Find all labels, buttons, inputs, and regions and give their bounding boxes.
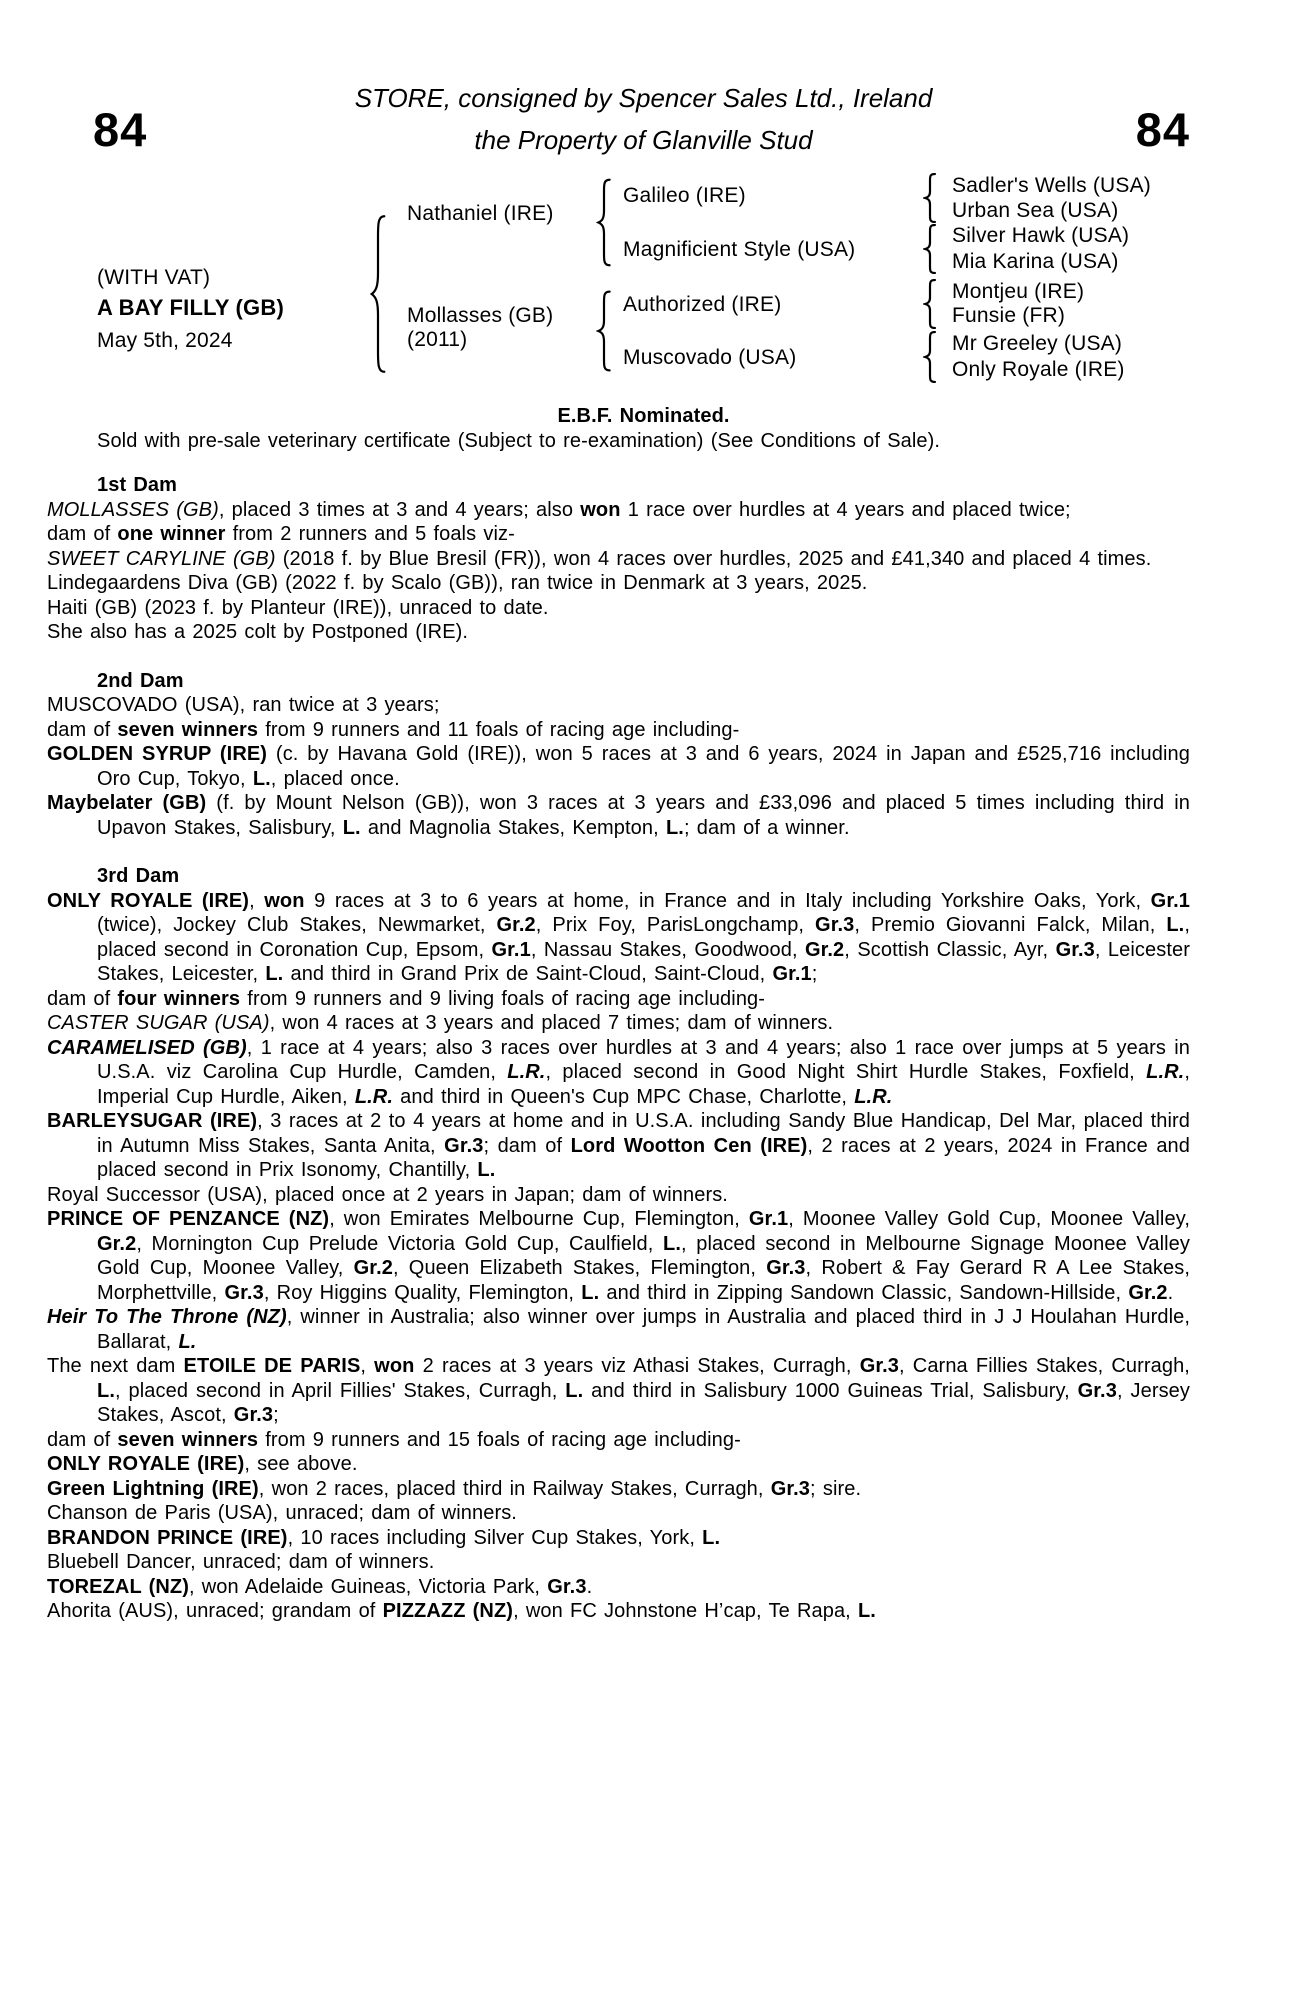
section-head-1st-dam: 1st Dam	[97, 474, 178, 496]
pedigree-text-paragraph: Lindegaardens Diva (GB) (2022 f. by Scalo (GB)), ran twice in Denmark at 3 years, 2025.	[47, 572, 868, 594]
pedigree-text-paragraph: TOREZAL (NZ), won Adelaide Guineas, Victoria Park, Gr.3.	[47, 1575, 593, 1598]
ebf-nominated-note: E.B.F. Nominated.	[557, 405, 730, 427]
pedigree-text-paragraph: GOLDEN SYRUP (IRE) (c. by Havana Gold (IRE)), won 5 races at 3 and 6 years, 2024 in Japan and £525,716 including Oro Cup, Tokyo, L., placed once.	[47, 743, 1190, 790]
pedigree-text-paragraph: Royal Successor (USA), placed once at 2 years in Japan; dam of winners.	[47, 1183, 728, 1206]
dam-name: Mollasses (GB)	[407, 304, 554, 327]
great-grandparent-name: Mia Karina (USA)	[952, 250, 1119, 273]
great-grandparent-name: Funsie (FR)	[952, 304, 1066, 327]
pedigree-text-paragraph: SWEET CARYLINE (GB) (2018 f. by Blue Bresil (FR)), won 4 races over hurdles, 2025 and £41,340 and placed 4 times.	[47, 547, 1152, 570]
dam-foaling-year: (2011)	[407, 328, 468, 351]
pedigree-text-paragraph: The next dam ETOILE DE PARIS, won 2 races at 3 years viz Athasi Stakes, Curragh, Gr.3, Carna Fillies Stakes, Curragh, L., placed second in April Fillies' Stakes, Curragh, L. and third in Salisbury 1000 Guineas Trial, Salisbury, Gr.3, Jersey Stakes, Ascot, Gr.3;	[47, 1355, 1191, 1426]
pedigree-text-paragraph: PRINCE OF PENZANCE (NZ), won Emirates Melbourne Cup, Flemington, Gr.1, Moonee Valley Gold Cup, Moonee Valley, Gr.2, Mornington Cup Prelude Victoria Gold Cup, Caulfield, L., placed second in Melbourne Signage Moonee Valley Gold Cup, Moonee Valley, Gr.2, Queen Elizabeth Stakes, Flemington, Gr.3, Robert & Fay Gerard R A Lee Stakes, Morphettville, Gr.3, Roy Higgins Quality, Flemington, L. and third in Zipping Sandown Classic, Sandown-Hillside, Gr.2.	[47, 1208, 1191, 1304]
pedigree-brace-pair	[923, 173, 937, 223]
granddam-name: Magnificient Style (USA)	[623, 238, 856, 261]
lot-number-left: 84	[93, 103, 148, 156]
great-grandparent-name: Mr Greeley (USA)	[952, 332, 1123, 355]
lot-number-right: 84	[1135, 103, 1190, 156]
pedigree-text-paragraph: CASTER SUGAR (USA), won 4 races at 3 years and placed 7 times; dam of winners.	[47, 1012, 834, 1034]
great-grandparent-name: Only Royale (IRE)	[952, 358, 1125, 381]
pedigree-brace-pair	[923, 279, 937, 329]
pedigree-text-paragraph: CARAMELISED (GB), 1 race at 4 years; also 3 races over hurdles at 3 and 4 years; also 1 race over jumps at 5 years in U.S.A. viz Carolina Cup Hurdle, Camden, L.R., placed second in Good Night Shirt Hurdle Stakes, Foxfield, L.R., Imperial Cup Hurdle, Aiken, L.R. and third in Queen's Cup MPC Chase, Charlotte, L.R.	[47, 1036, 1190, 1108]
pedigree-brace-pair	[923, 331, 937, 383]
grandsire-name: Galileo (IRE)	[623, 184, 746, 207]
vat-note: (WITH VAT)	[97, 266, 211, 289]
horse-name: A BAY FILLY (GB)	[97, 295, 284, 320]
great-grandparent-name: Urban Sea (USA)	[952, 199, 1119, 222]
pedigree-text-paragraph: BARLEYSUGAR (IRE), 3 races at 2 to 4 years at home and in U.S.A. including Sandy Blue Handicap, Del Mar, placed third in Autumn Miss Stakes, Santa Anita, Gr.3; dam of Lord Wootton Cen (IRE), 2 races at 2 years, 2024 in France and placed second in Prix Isonomy, Chantilly, L.	[47, 1110, 1190, 1181]
pedigree-brace-sire	[596, 178, 612, 267]
catalogue-text	[47, 404, 1191, 1624]
pedigree-text-paragraph: Maybelater (GB) (f. by Mount Nelson (GB)), won 3 races at 3 years and £33,096 and placed 5 times including third in Upavon Stakes, Salisbury, L. and Magnolia Stakes, Kempton, L.; dam of a winner.	[47, 792, 1190, 839]
consignor-line: STORE, consigned by Spencer Sales Ltd., Ireland	[354, 83, 933, 113]
great-grandparent-name: Sadler's Wells (USA)	[952, 174, 1151, 197]
pedigree-text-paragraph: She also has a 2025 colt by Postponed (IRE).	[47, 621, 469, 643]
pedigree-text-paragraph: BRANDON PRINCE (IRE), 10 races including Silver Cup Stakes, York, L.	[47, 1526, 721, 1549]
pedigree-text-paragraph: ONLY ROYALE (IRE), won 9 races at 3 to 6 years at home, in France and in Italy including Yorkshire Oaks, York, Gr.1 (twice), Jockey Club Stakes, Newmarket, Gr.2, Prix Foy, ParisLongchamp, Gr.3, Premio Giovanni Falck, Milan, L., placed second in Coronation Cup, Epsom, Gr.1, Nassau Stakes, Goodwood, Gr.2, Scottish Classic, Ayr, Gr.3, Leicester Stakes, Leicester, L. and third in Grand Prix de Saint-Cloud, Saint-Cloud, Gr.1;	[47, 889, 1190, 985]
section-head-3rd-dam: 3rd Dam	[97, 865, 180, 887]
pedigree-text-paragraph: dam of seven winners from 9 runners and 15 foals of racing age including-	[47, 1428, 741, 1451]
pedigree-text-paragraph: MOLLASSES (GB), placed 3 times at 3 and 4 years; also won 1 race over hurdles at 4 years and placed twice;	[47, 498, 1071, 521]
great-grandparent-name: Silver Hawk (USA)	[952, 224, 1130, 247]
pedigree-text-paragraph: Ahorita (AUS), unraced; grandam of PIZZAZZ (NZ), won FC Johnstone H’cap, Te Rapa, L.	[47, 1600, 876, 1622]
pedigree-text-paragraph: Chanson de Paris (USA), unraced; dam of winners.	[47, 1502, 517, 1524]
sire-name: Nathaniel (IRE)	[407, 202, 554, 225]
foal-date: May 5th, 2024	[97, 329, 233, 352]
pedigree-brace-root	[369, 213, 387, 375]
pedigree-text-paragraph: Heir To The Throne (NZ), winner in Australia; also winner over jumps in Australia and placed third in J J Houlahan Hurdle, Ballarat, L.	[47, 1306, 1190, 1353]
pedigree-text-paragraph: Haiti (GB) (2023 f. by Planteur (IRE)), unraced to date.	[47, 596, 549, 619]
pedigree-text-paragraph: Bluebell Dancer, unraced; dam of winners.	[47, 1551, 435, 1573]
pedigree-tree	[97, 165, 1190, 400]
grandsire-name: Authorized (IRE)	[623, 293, 782, 316]
pedigree-brace-pair	[923, 224, 937, 274]
property-line: the Property of Glanville Stud	[474, 125, 813, 155]
pedigree-text-paragraph: dam of four winners from 9 runners and 9 living foals of racing age including-	[47, 987, 766, 1010]
pedigree-text-paragraph: MUSCOVADO (USA), ran twice at 3 years;	[47, 694, 440, 716]
pedigree-text-paragraph: Green Lightning (IRE), won 2 races, placed third in Railway Stakes, Curragh, Gr.3; sire.	[47, 1477, 862, 1500]
pedigree-text-paragraph: dam of seven winners from 9 runners and 11 foals of racing age including-	[47, 718, 740, 741]
granddam-name: Muscovado (USA)	[623, 346, 797, 369]
great-grandparent-name: Montjeu (IRE)	[952, 280, 1085, 303]
veterinary-note: Sold with pre-sale veterinary certificate (Subject to re-examination) (See Conditions of Sale).	[97, 429, 941, 452]
section-head-2nd-dam: 2nd Dam	[97, 669, 184, 692]
pedigree-text-paragraph: ONLY ROYALE (IRE), see above.	[47, 1453, 358, 1475]
pedigree-text-paragraph: dam of one winner from 2 runners and 5 foals viz-	[47, 523, 515, 545]
pedigree-brace-dam	[596, 290, 612, 372]
